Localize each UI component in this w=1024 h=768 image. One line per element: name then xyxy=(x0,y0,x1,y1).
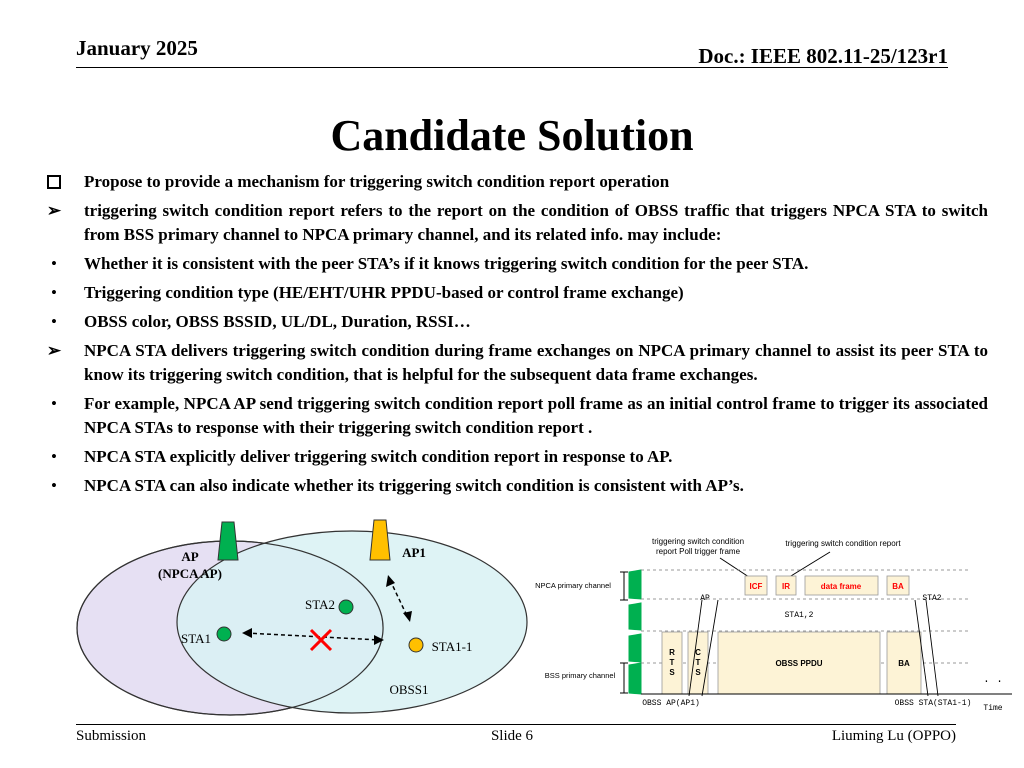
bss-channel-label: BSS primary channel xyxy=(544,671,616,680)
obss1-label: OBSS1 xyxy=(389,682,429,697)
sta1-1-icon xyxy=(409,638,423,652)
arrow-bullet-icon: ➢ xyxy=(46,341,62,360)
sta2-icon xyxy=(339,600,353,614)
obss-ap-label: OBSS AP(AP1) xyxy=(642,699,700,708)
channel-gate-shapes xyxy=(629,570,641,694)
dot-bullet-icon: • xyxy=(51,447,57,466)
poll-caption-line1: triggering switch condition xyxy=(651,537,745,546)
arrow-bullet-icon: ➢ xyxy=(46,201,62,220)
data-frame-label: data frame xyxy=(820,582,862,591)
time-dots: . . xyxy=(983,674,1003,686)
bullet-text: triggering switch condition report refers to the report on the condition of OBSS traffic that triggers NPCA STA to switch from BSS primary channel to NPCA primary channel, and its related info. may include: xyxy=(84,201,988,244)
bullet-text: NPCA STA explicitly deliver triggering switch condition report in response to AP. xyxy=(84,447,673,466)
sta1-icon xyxy=(217,627,231,641)
timing-sta12-label: STA1,2 xyxy=(784,611,814,620)
bullet-text: Propose to provide a mechanism for triggering switch condition report operation xyxy=(84,172,670,191)
header-date: January 2025 xyxy=(76,36,198,60)
report-pointer xyxy=(786,552,830,579)
report-caption: triggering switch condition report xyxy=(785,539,901,548)
ap1-antenna-icon xyxy=(370,520,390,560)
dot-bullet-icon: • xyxy=(51,312,57,331)
obss-sta-label: OBSS STA(STA1-1) xyxy=(894,699,972,708)
dot-bullet-icon: • xyxy=(51,254,57,273)
header-doc-id: Doc.: IEEE 802.11-25/123r1 xyxy=(698,44,948,68)
npca-channel-label: NPCA primary channel xyxy=(535,581,611,590)
footer-slide-number: Slide 6 xyxy=(490,728,534,744)
time-label: Time xyxy=(983,704,1003,713)
ap-label: AP xyxy=(181,549,199,564)
ap-antenna-icon xyxy=(218,522,238,560)
footer-divider xyxy=(76,724,956,725)
cts-t: T xyxy=(695,658,701,667)
rts-r: R xyxy=(669,648,675,657)
bullet-text: Triggering condition type (HE/EHT/UHR PPDU-based or control frame exchange) xyxy=(84,283,684,302)
obss-ppdu-label: OBSS PPDU xyxy=(775,659,823,668)
icf-label: ICF xyxy=(749,582,763,591)
footer-submission: Submission xyxy=(76,728,147,744)
timing-ap-label: AP xyxy=(700,594,710,603)
ba-bottom-label: BA xyxy=(898,659,910,668)
ir-label: IR xyxy=(782,582,790,591)
dot-bullet-icon: • xyxy=(51,476,57,495)
sta1-1-label: STA1-1 xyxy=(431,639,473,654)
footer-author: Liuming Lu (OPPO) xyxy=(831,728,956,744)
dot-bullet-icon: • xyxy=(51,394,57,413)
ba-top-label: BA xyxy=(892,582,904,591)
rts-s: S xyxy=(669,668,675,677)
ap1-label: AP1 xyxy=(402,545,426,560)
cts-c: C xyxy=(695,648,701,657)
bullet-text: NPCA STA delivers triggering switch condition during frame exchanges on NPCA primary channel to assist its peer STA to know its triggering switch condition, that is helpful for the subsequent data frame exchanges. xyxy=(84,341,988,384)
sta2-label: STA2 xyxy=(304,597,336,612)
poll-caption-line2: report Poll trigger frame xyxy=(655,547,741,556)
bullet-text: For example, NPCA AP send triggering switch condition report poll frame as an initial control frame to trigger its associated NPCA STAs to response with their triggering switch condition report . xyxy=(84,394,988,437)
slide-title: Candidate Solution xyxy=(330,111,694,160)
rts-t: T xyxy=(669,658,675,667)
ap-sub-label: (NPCA AP) xyxy=(158,566,222,581)
channel-span-markers xyxy=(620,572,628,693)
bullet-text: NPCA STA can also indicate whether its triggering switch condition is consistent with AP’s. xyxy=(84,476,744,495)
bullet-text: Whether it is consistent with the peer STA’s if it knows triggering switch condition for the peer STA. xyxy=(84,254,809,273)
sta1-label: STA1 xyxy=(180,631,212,646)
cts-s: S xyxy=(695,668,701,677)
dot-bullet-icon: • xyxy=(51,283,57,302)
bullet-text: OBSS color, OBSS BSSID, UL/DL, Duration, RSSI… xyxy=(84,312,471,331)
timing-sta2-label: STA2 xyxy=(922,594,942,603)
